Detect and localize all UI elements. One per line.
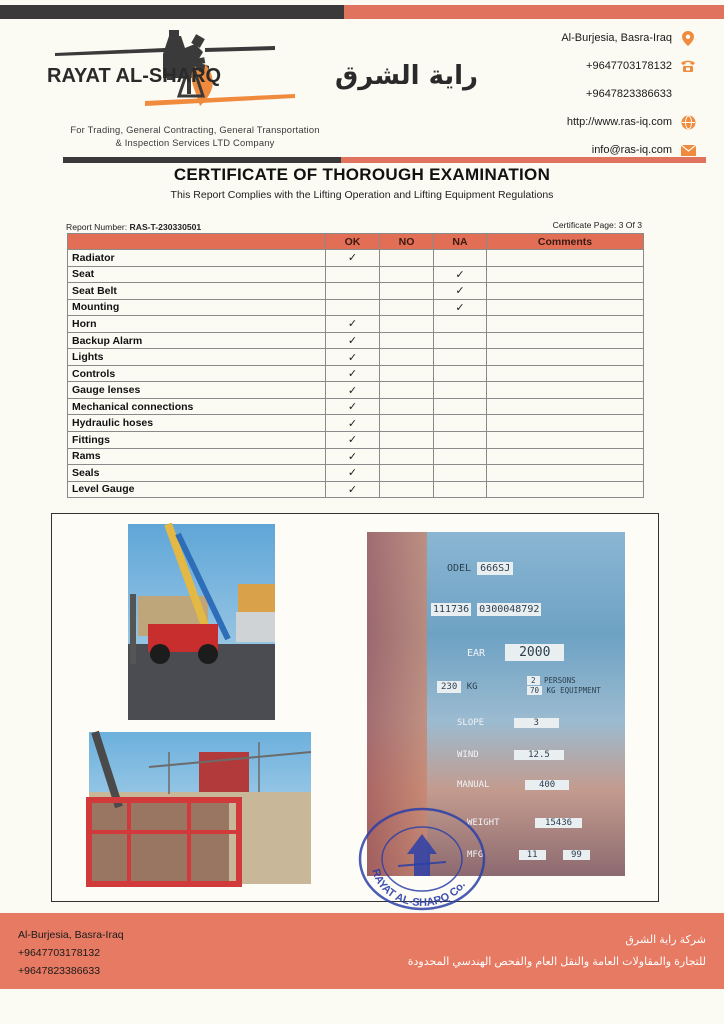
row-ok: ✓ — [326, 349, 380, 366]
row-na — [434, 316, 487, 333]
contact-website — [561, 108, 696, 136]
footer-phone-1[interactable]: +9647703178132 — [18, 947, 101, 959]
table-row — [68, 316, 644, 333]
row-comments — [487, 299, 644, 316]
footer-arabic-description: للتجارة والمقاولات العامة والنقل العام والفحص الهندسي المحدودة — [407, 956, 706, 968]
plate-persons — [527, 676, 601, 696]
row-no — [380, 365, 434, 382]
row-comments — [487, 349, 644, 366]
table-row — [68, 266, 644, 283]
plate-mfg-label: MFG — [467, 850, 484, 860]
row-na — [434, 432, 487, 449]
row-item: Level Gauge — [68, 481, 326, 498]
row-ok: ✓ — [326, 448, 380, 465]
footer-address: Al-Burjesia, Basra-Iraq — [18, 929, 124, 941]
plate-slope-value: 3 — [514, 718, 559, 728]
row-ok — [326, 283, 380, 300]
table-row — [68, 465, 644, 482]
footer-arabic — [408, 929, 706, 973]
row-item: Radiator — [68, 250, 326, 267]
row-item: Controls — [68, 365, 326, 382]
plate-manual-label: MANUAL — [457, 780, 490, 790]
row-comments — [487, 266, 644, 283]
plate-kg-label: KG — [466, 682, 478, 692]
plate-year-label: EAR — [467, 648, 486, 659]
table-row — [68, 299, 644, 316]
row-na — [434, 481, 487, 498]
phone-icon — [680, 58, 696, 74]
globe-icon — [680, 114, 696, 130]
report-number-value: RAS-T-230330501 — [129, 222, 202, 232]
row-ok: ✓ — [326, 316, 380, 333]
table-row — [68, 432, 644, 449]
certificate-page: Certificate Page: 3 Of 3 — [552, 220, 642, 230]
plate-serial-b: 0300048792 — [479, 604, 540, 615]
plate-manual — [457, 780, 569, 790]
row-ok — [326, 266, 380, 283]
row-na: ✓ — [434, 299, 487, 316]
row-ok: ✓ — [326, 432, 380, 449]
top-bar — [0, 5, 724, 19]
row-na — [434, 365, 487, 382]
row-ok: ✓ — [326, 250, 380, 267]
row-no — [380, 283, 434, 300]
plate-weight-value: 15436 — [535, 818, 582, 828]
footer-phone-2[interactable]: +9647823386633 — [18, 965, 101, 977]
plate-manual-value: 400 — [525, 780, 569, 790]
table-row — [68, 250, 644, 267]
plate-mfg-b: 99 — [563, 850, 590, 860]
contact-phone-1 — [561, 52, 696, 80]
examination-table — [67, 233, 644, 498]
row-item: Lights — [68, 349, 326, 366]
header-divider — [63, 157, 706, 163]
header-item — [68, 234, 326, 250]
contact-address — [561, 24, 696, 52]
row-no — [380, 266, 434, 283]
row-no — [380, 332, 434, 349]
plate-year — [467, 644, 564, 661]
row-comments — [487, 448, 644, 465]
footer — [0, 913, 724, 989]
report-number — [66, 222, 201, 232]
location-pin-icon — [680, 30, 696, 46]
row-comments — [487, 332, 644, 349]
brand-name-en: RAYAT AL-SHARQ — [47, 65, 222, 87]
row-item: Backup Alarm — [68, 332, 326, 349]
row-comments — [487, 398, 644, 415]
photo-frame — [51, 513, 659, 910]
plate-persons-label: PERSONS — [544, 676, 576, 685]
plate-kg-equipment-value: 70 — [527, 686, 542, 695]
contact-address-text: Al-Burjesia, Basra-Iraq — [561, 32, 672, 44]
top-bar-accent — [344, 5, 724, 19]
envelope-icon — [680, 142, 696, 158]
equipment-photo-1 — [128, 524, 275, 720]
row-na: ✓ — [434, 266, 487, 283]
certificate-title: CERTIFICATE OF THOROUGH EXAMINATION — [173, 165, 551, 184]
header-na: NA — [434, 234, 487, 250]
header-comments: Comments — [487, 234, 644, 250]
table-row — [68, 481, 644, 498]
row-na: ✓ — [434, 283, 487, 300]
row-no — [380, 465, 434, 482]
contact-block — [561, 24, 696, 164]
report-number-label: Report Number: — [66, 222, 128, 232]
row-comments — [487, 382, 644, 399]
plate-model: ODEL 666SJ — [447, 562, 513, 575]
row-na — [434, 465, 487, 482]
row-item: Hydraulic hoses — [68, 415, 326, 432]
row-ok: ✓ — [326, 415, 380, 432]
row-ok: ✓ — [326, 398, 380, 415]
row-no — [380, 415, 434, 432]
row-na — [434, 332, 487, 349]
row-comments — [487, 365, 644, 382]
company-logo — [45, 26, 479, 126]
table-row — [68, 382, 644, 399]
row-comments — [487, 481, 644, 498]
row-comments — [487, 316, 644, 333]
table-row — [68, 332, 644, 349]
row-item: Mounting — [68, 299, 326, 316]
row-ok: ✓ — [326, 465, 380, 482]
row-na — [434, 398, 487, 415]
row-no — [380, 398, 434, 415]
row-ok: ✓ — [326, 332, 380, 349]
table-row — [68, 448, 644, 465]
row-item: Seat Belt — [68, 283, 326, 300]
plate-persons-value: 2 — [527, 676, 540, 685]
plate-year-value: 2000 — [505, 644, 564, 661]
plate-model-value: 666SJ — [477, 562, 513, 575]
contact-website-text[interactable]: http://www.ras-iq.com — [566, 116, 672, 128]
row-no — [380, 316, 434, 333]
table-header-row — [68, 234, 644, 250]
contact-email-text[interactable]: info@ras-iq.com — [591, 144, 672, 156]
row-na — [434, 250, 487, 267]
plate-serial-a: 111736 — [433, 604, 470, 615]
row-comments — [487, 415, 644, 432]
company-stamp — [352, 804, 492, 914]
header-ok: OK — [326, 234, 380, 250]
table-row — [68, 365, 644, 382]
row-item: Mechanical connections — [68, 398, 326, 415]
table-row — [68, 415, 644, 432]
row-ok: ✓ — [326, 365, 380, 382]
plate-capacity — [437, 682, 478, 692]
contact-phone-2-text[interactable]: +9647823386633 — [586, 88, 672, 100]
row-item: Seat — [68, 266, 326, 283]
plate-slope-label: SLOPE — [457, 718, 485, 728]
table-row — [68, 283, 644, 300]
row-item: Gauge lenses — [68, 382, 326, 399]
contact-phone-1-text[interactable]: +9647703178132 — [586, 60, 672, 72]
plate-slope — [457, 718, 559, 728]
row-no — [380, 250, 434, 267]
row-na — [434, 448, 487, 465]
equipment-photo-2 — [89, 732, 311, 884]
plate-weight-label: WEIGHT — [467, 818, 500, 828]
plate-serial — [431, 604, 541, 615]
table-row — [68, 398, 644, 415]
row-comments — [487, 250, 644, 267]
row-item: Rams — [68, 448, 326, 465]
row-ok: ✓ — [326, 382, 380, 399]
row-no — [380, 448, 434, 465]
header-divider-accent — [341, 157, 706, 163]
certificate-subtitle: This Report Complies with the Lifting Operation and Lifting Equipment Regulations — [170, 189, 554, 201]
row-no — [380, 382, 434, 399]
row-na — [434, 415, 487, 432]
row-item: Seals — [68, 465, 326, 482]
row-ok — [326, 299, 380, 316]
row-no — [380, 481, 434, 498]
row-na — [434, 382, 487, 399]
footer-arabic-name: شركة راية الشرق — [625, 934, 706, 946]
contact-phone-2-spacer — [680, 86, 696, 102]
row-comments — [487, 465, 644, 482]
row-no — [380, 299, 434, 316]
plate-mfg-a: 11 — [519, 850, 546, 860]
plate-wind — [457, 750, 564, 760]
plate-kg-equipment-label: KG EQUIPMENT — [546, 686, 601, 695]
stamp-text: RAYAT AL-SHARQ Co. — [369, 867, 469, 910]
brand-name-ar: راية الشرق — [335, 61, 479, 91]
contact-phone-2 — [561, 80, 696, 108]
row-na — [434, 349, 487, 366]
row-no — [380, 349, 434, 366]
header-no: NO — [380, 234, 434, 250]
row-ok: ✓ — [326, 481, 380, 498]
row-comments — [487, 283, 644, 300]
row-comments — [487, 432, 644, 449]
row-no — [380, 432, 434, 449]
plate-wind-label: WIND — [457, 750, 479, 760]
row-item: Horn — [68, 316, 326, 333]
plate-wind-value: 12.5 — [514, 750, 564, 760]
table-row — [68, 349, 644, 366]
plate-capacity-value: 230 — [437, 681, 461, 693]
footer-contact — [18, 926, 124, 980]
tagline-line-1: For Trading, General Contracting, General Transportation — [70, 124, 320, 135]
row-item: Fittings — [68, 432, 326, 449]
tagline-line-2: & Inspection Services LTD Company — [115, 137, 275, 148]
company-tagline — [45, 123, 345, 149]
